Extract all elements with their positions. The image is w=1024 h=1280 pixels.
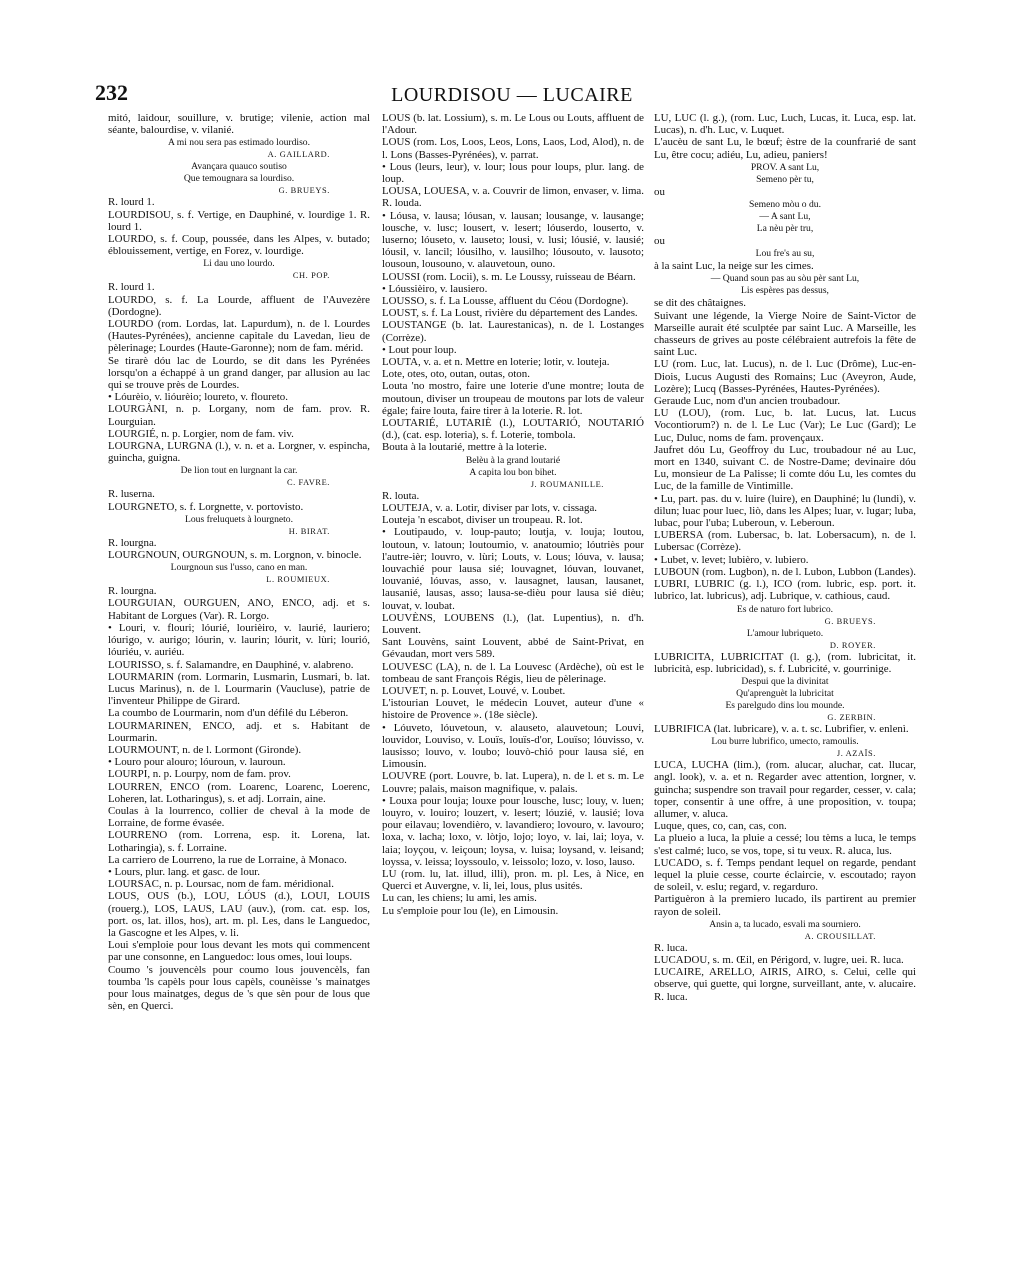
entry-text: Luque, ques, co, can, cas, con. [654,820,787,833]
entry-text: à la saint Luc, la neige sur les cimes. [654,260,814,273]
quotation: Semeno mòu o du. [749,199,821,211]
entry-text: LOUS, OUS (b.), LOU, LÓUS (d.), LOUI, LOUIS (rouerg.), LOS, LAUS, LAU (auv.), (rom. cat. esp. los, port. os, lat. illos, hos), art. m. pl. Les, dans le Languedoc, la Gascogne et les Alpes, v. li. [108,890,370,939]
entry-text: • Lours, plur. lang. et gasc. de lour. [108,865,261,878]
entry-text: • Lout pour loup. [382,343,457,356]
entry-text: L'istourian Louvet, le médecin Louvet, auteur d'une « histoire de Provence ». (18e siècle). [382,697,644,722]
page-number: 232 [95,80,128,105]
entry-text: se dit des châtaignes. [654,297,746,310]
entry-text: Geraude Luc, nom d'un ancien troubadour. [654,395,841,408]
quotation: — A sant Lu, [759,211,811,223]
entry-text: ou [654,235,665,248]
entry-text: LUCA, LUCHA (lim.), (rom. alucar, aluchar, cat. llucar, angl. look), v. a. et n. Regarder avec attention, lorgner, v. guincha; suspendre son travail pour regarder, cesser, v. cala; toper, consentir à une offre, à une proposition, v. toupa; allumer, v. aluca. [654,759,916,820]
quotation: Que temougnara sa lourdiso. [183,173,295,185]
entry-text: LOURDISOU, s. f. Vertige, en Dauphiné, v. lourdige 1. R. lourd 1. [108,208,370,233]
entry-text: LUBRIFICA (lat. lubricare), v. a. t. sc. Lubrifier, v. enlenì. [654,722,909,735]
column-left [108,112,370,1192]
entry-text: LOUVÈNS, LOUBENS (l.), (lat. Lupentius), n. d'h. Louvent. [382,611,644,636]
entry-text: Suivant une légende, la Vierge Noire de Saint-Victor de Marseille aurait été sculptée par saint Luc. A Marseille, les chasseurs de grives au poste célébraient autrefois la fête de saint Luc. [654,309,916,359]
entry-text: • Loutipaudo, v. loup-pauto; loutja, v. louja; loutou, loutoun, v. latoun; loutoumio, v. anatoumio; lóutriès pour l'autre-ièr; louvro, v. lùri; Louts, v. Lous; lóuva, v. lausa; louvachié pour lausa sié; louvagnet, lóuvan, louvanet, louvanié, lóuvas, asso, v. lausagnet, lausan, lausanet, lausanié, lausas, asso; lausa-se-dièu pour lausa sié dièu; louvat, v. loubat. [382,526,644,612]
entry-text: LOURMOUNT, n. de l. Lormont (Gironde). [108,743,302,756]
entry-text: • Louro pour alouro; lóuroun, v. lauroun. [108,756,286,769]
column-middle [382,112,644,1192]
entry-text: Lote, otes, oto, outan, outas, oton. [382,368,530,381]
entry-text: R. lourgna. [108,536,157,549]
quotation-source: G. ZERBIN. [827,712,876,722]
quotation: — Quand soun pas au sòu pèr sant Lu, [710,273,860,285]
entry-text: Partiguèron à la premiero lucado, ils partirent au premier rayon de soleil. [654,893,916,918]
entry-text: LOURSAC, n. p. Loursac, nom de fam. méridional. [108,878,334,891]
entry-text: • Louxa pour louja; louxe pour lousche, lusc; louy, v. luen; louyro, v. louiro; louzert, v. lesert; lóuzié, v. lausié; lova pour eilavau; lovendièro, v. lavandiero; lovouro, v. lavouro; loxa, v. lacha; loxo, v. lòtjo, lojo; loyo, v. lai, lai; loya, v. laia; loyçou, v. leiçoun; loysa, v. luisa; loysand, v. leisand; loyssa, v. leissa; loyssoulo, v. leissolo; lozo, v. loso, lauso. [382,794,644,868]
entry-text: LOUVET, n. p. Louvet, Louvé, v. Loubet. [382,684,566,697]
quotation-source: G. BRUEYS. [278,186,330,196]
entry-text: LOUSSO, s. f. La Lousse, affluent du Céou (Dordogne). [382,295,629,308]
quotation-source: C. FAVRE. [286,478,330,488]
entry-text: LOUSTANGE (b. lat. Laurestanicas), n. de l. Lostanges (Corrèze). [382,319,644,344]
quotation: Es parelgudo dins lou mounde. [725,699,845,711]
entry-text: LOUS (rom. Los, Loos, Leos, Lons, Laos, Lod, Alod), n. de l. Lons (Basses-Pyrénées), v. parrat. [382,136,644,161]
quotation-source: L. ROUMIEUX. [266,575,330,585]
quotation: Lou burre lubrifico, umecto, ramoulis. [711,736,859,748]
entry-text: LUCAIRE, ARELLO, AIRIS, AIRO, s. Celui, celle qui observe, qui guette, qui lorgne, surveillant, ante, v. alucaire. R. luca. [654,966,916,1003]
column-right [654,112,916,1192]
quotation-source: J. AZAÏS. [836,749,876,759]
quotation: De lion tout en lurgnant la car. [180,465,298,477]
quotation: A mi nou sera pas estimado lourdiso. [167,137,311,149]
entry-text: Louta 'no mostro, faire une loterie d'une montre; louta de moutoun, diviser un troupeau de moutons par lots de valeur égale; faire louta, faire tirer à la loterie. R. lot. [382,380,644,417]
entry-text: R. louta. [382,489,420,502]
entry-text: LOUTARIÉ, LUTARIÈ (l.), LOUTARIÓ, NOUTARIÓ (d.), (cat. esp. loteria), s. f. Loterie, tombola. [382,417,644,442]
quotation-source: A. CROUSILLAT. [804,931,876,941]
entry-text: Louteja 'n escabot, diviser un troupeau. R. lot. [382,514,583,527]
entry-text: LOURGUIAN, OURGUEN, ANO, ENCO, adj. et s. Habitant de Lorgues (Var). R. Lorgo. [108,597,370,622]
entry-text: LUBRICITA, LUBRICITAT (l. g.), (rom. lubricitat, it. lubricità, esp. lubricidad), s. f. Lubricité, v. gourrinige. [654,650,916,675]
entry-text: LUCADO, s. f. Temps pendant lequel on regarde, pendant lequel la pluie cesse, courte éclaircie, v. escoutado; rayon de soleil, v. eslu; regard, v. regarduro. [654,856,916,894]
entry-text: LOURISSO, s. f. Salamandre, en Dauphiné, v. alabreno. [108,658,354,671]
entry-text: LOUVRE (port. Louvre, b. lat. Lupera), n. de l. et s. m. Le Louvre; palais, maison magnifique, v. palais. [382,770,644,795]
page-title: LOURDISOU — LUCAIRE [391,84,633,106]
entry-text: • Lu, part. pas. du v. luire (luire), en Dauphiné; lu (lundi), v. dilun; luac pour luec, liò, dans les Alpes; luar, v. lugar; luba, lubac, pour l'uba; Luberoun, v. Leberoun. [654,492,916,530]
entry-text: Se tirarè dóu lac de Lourdo, se dit dans les Pyrénées lorsqu'on a échappé à un grand danger, par allusion au lac qui se trouve près de Lourdes. [108,354,370,392]
quotation: Belèu à la grand loutarié [465,454,561,466]
quotation: Lourgnoun sus l'usso, cano en man. [170,562,308,574]
entry-text: Lu s'emploie pour lou (le), en Limousin. [382,904,559,917]
entry-text: LU (LOU), (rom. Luc, b. lat. Lucus, lat. Lucus Vocontiorum?) n. de l. Le Luc (Var); Le Luc (Gard); Le Luc, Duluc, noms de fam. provençaux. [654,407,916,444]
entry-text: Loui s'emploie pour lous devant les mots qui commencent par une consonne, en Languedoc: lous omes, loui loups. [108,939,370,964]
entry-text: La plueio a luca, la pluie a cessé; lou tèms a luca, le temps s'est calmé; luco, se vos, tope, si tu veux. R. aluca, lus. [654,832,916,857]
entry-text: LUCADOU, s. m. Œil, en Périgord, v. lugre, uei. R. luca. [654,953,904,966]
entry-text: R. lourd 1. [108,196,155,209]
entry-text: LOUS (b. lat. Lossium), s. m. Le Lous ou Louts, affluent de l'Adour. [382,112,644,137]
entry-text: LOURGNETO, s. f. Lorgnette, v. portovisto. [108,500,304,513]
entry-text: LOUVESC (LA), n. de l. La Louvesc (Ardèche), où est le tombeau de sant François Régis, lieu de pèlerinage. [382,660,644,685]
entry-text: LU (rom. lu, lat. illud, illi), pron. m. pl. Les, à Nice, en Querci et Auvergne, v. li, lei, lous, plus usités. [382,867,644,893]
entry-text: LOURDO, s. f. Coup, poussée, dans les Alpes, v. butado; éblouissement, vertige, en Forez, v. lourdige. [108,233,370,258]
quotation: Ansin a, ta lucado, esvali ma sourniero. [709,918,861,930]
quotation: Avançara quauco soutiso [191,161,287,173]
entry-text: Coulas à la lourrenco, collier de cheval à la mode de Lorraine, de forme évasée. [108,804,370,830]
quotation: La nèu pèr tru, [756,223,814,235]
entry-text: Jaufret dóu Lu, Geoffroy du Luc, troubadour né au Luc, mort en 1340, suivant C. de Nostre-Dame; devinaire dóu Lu, monsieur de La Palisse; li comte dóu Lu, les comtes du Luc, de la famille de Vintimille. [654,443,916,493]
quotation-source: H. BIRAT. [288,526,330,536]
entry-text: R. lourd 1. [108,281,155,294]
entry-text: LOURGNOUN, OURGNOUN, s. m. Lorgnon, v. binocle. [108,549,362,562]
entry-text: LU, LUC (l. g.), (rom. Luc, Luch, Lucas, it. Luca, esp. lat. Lucas), n. d'h. Luc, v. Luquet. [654,112,916,137]
quotation: Lous freluquets à lourgneto. [185,513,293,525]
quotation-source: A. GAILLARD. [267,150,330,160]
entry-text: R. lourgna. [108,585,157,598]
entry-text: LUBOUN (rom. Lugbon), n. de l. Lubon, Lubbon (Landes). [654,565,916,578]
quotation: Li dau uno lourdo. [203,258,275,270]
entry-text: LOUTEJA, v. a. Lotir, diviser par lots, v. cissaga. [382,501,598,514]
entry-text: LOUST, s. f. La Loust, rivière du département des Landes. [382,307,638,320]
entry-text: L'aucèu de sant Lu, le bœuf; èstre de la counfrarié de sant Lu, être cocu; adiéu, Lu, adieu, paniers! [654,136,916,161]
entry-text: R. luca. [654,941,688,954]
quotation: A capita lou bon bihet. [469,466,557,478]
quotation-source: D. ROYER. [829,640,876,650]
entry-text: LUBRI, LUBRIC (g. l.), ICO (rom. lubric, esp. port. it. lubrico, lat. lubricus), adj. Lubrique, v. cathious, caud. [654,578,916,603]
quotation: Es de naturo fort lubrico. [736,603,834,615]
quotation-source: G. BRUEYS. [824,616,876,626]
quotation-source: J. ROUMANILLE. [530,479,604,489]
quotation: PROV. A sant Lu, [750,161,820,173]
entry-text: Bouta à la loutarié, mettre à la loterie. [382,441,547,454]
entry-text: La coumbo de Lourmarin, nom d'un défilé du Léberon. [108,707,349,720]
entry-text: LOURGNA, LURGNA (l.), v. n. et a. Lorgner, v. espincha, guincha, guigna. [108,440,370,465]
entry-text: LOURMARINEN, ENCO, adj. et s. Habitant de Lourmarin. [108,719,370,744]
entry-text: LUBERSA (rom. Lubersac, b. lat. Lobersacum), n. de l. Lubersac (Corrèze). [654,529,916,554]
entry-text: • Lóurèio, v. lióurèio; loureto, v. floureto. [108,391,288,404]
quotation: Qu'aprenguèt la lubricitat [736,687,834,699]
entry-text: Coumo 's jouvencèls pour coumo lous jouvencèls, fan toumba 'ls capèls pour lous capèls, counèisse 's mainatges pour lous mainatges, degus de 's que sèn pour de lous que sèn, en Querci. [108,963,370,1013]
entry-text: LOURREN, ENCO (rom. Loarenc, Loarenc, Loerenc, Loheren, lat. Lotharingus), s. et adj. Lorrain, aine. [108,780,370,805]
entry-text: LOUTA, v. a. et n. Mettre en loterie; lotir, v. louteja. [382,356,610,369]
entry-text: ou [654,185,665,198]
entry-text: LOURPI, n. p. Lourpy, nom de fam. prov. [108,768,291,781]
entry-text: LU (rom. Luc, lat. Lucus), n. de l. Luc (Drôme), Luc-en-Diois, Lucus Augusti des Romains; Luc (Aveyron, Aude, Lozère); Lucq (Basses-Pyrénées, Hautes-Pyrénées). [654,358,916,395]
entry-text: La carriero de Lourreno, la rue de Lorraine, à Monaco. [108,853,347,866]
entry-text: R. luserna. [108,488,155,501]
quotation-source: CH. POP. [292,271,330,281]
quotation: L'amour lubriqueto. [746,627,824,639]
entry-text: Sant Louvèns, saint Louvent, abbé de Saint-Privat, en Gévaudan, mort vers 589. [382,636,644,661]
entry-text: LOUSA, LOUESA, v. a. Couvrir de limon, envaser, v. lima. R. louda. [382,185,644,210]
entry-text: LOURGÀNI, n. p. Lorgany, nom de fam. prov. R. Lourguian. [108,403,370,428]
entry-text: • Lubet, v. levet; lubièro, v. lubiero. [654,553,809,566]
entry-text: • Louri, v. flouri; lóurié, lourièiro, v. laurié, lauriero; lóurigo, v. aurigo; lóurin, v. laurin; lóurit, v. lùri; lourió, lóuriéu, v. auriéu. [108,621,370,659]
entry-text: • Lous (leurs, leur), v. lour; lous pour loups, plur. lang. de loup. [382,160,644,186]
quotation: Despui que la divinitat [741,675,829,687]
entry-text: LOUSSI (rom. Locii), s. m. Le Loussy, ruisseau de Béarn. [382,270,636,283]
entry-text: • Lóussièiro, v. lausiero. [382,282,488,295]
entry-text: LOURDO, s. f. La Lourde, affluent de l'Auvezère (Dordogne). [108,293,370,318]
entry-text: Lu can, les chiens; lu ami, les amis. [382,892,537,905]
entry-text: LOURRENO (rom. Lorrena, esp. it. Lorena, lat. Lotharingia), s. f. Lorraine. [108,829,370,854]
entry-text: • Lóuveto, lóuvetoun, v. alauseto, alauvetoun; Louvi, louvidor, Louviso, v. Louïs, louïs-d'or, Louïso; lóuvisso, v. lausisso; louvo, v. loubo; louvò-chió pour lausa sié, en Limousin. [382,721,644,771]
entry-text: LOURGIÉ, n. p. Lorgier, nom de fam. viv. [108,427,294,440]
entry-text: LOURDO (rom. Lordas, lat. Lapurdum), n. de l. Lourdes (Hautes-Pyrénées), ancienne capitale du Lavedan, lieu de pèlerinage; Lourdes (Haute-Garonne); nom de fam. mérid. [108,318,370,355]
entry-text: mitó, laidour, souillure, v. brutige; vilenie, action mal séante, balourdise, v. vilanié. [108,112,370,137]
quotation: Lis espères pas dessus, [741,285,829,297]
quotation: Semeno pèr tu, [756,173,814,185]
quotation: Lou fre's au su, [755,248,815,260]
entry-text: LOURMARIN (rom. Lormarin, Lusmarin, Lusmari, b. lat. Lucus Marinus), n. de l. Lourmarin (Vaucluse), patrie de l'inventeur Philippe de Girard. [108,670,370,708]
entry-text: • Lóusa, v. lausa; lóusan, v. lausan; lousange, v. lausange; lousche, v. lusc; lousert, v. lesert; lóuserdo, louserto, v. luserno; lóuseto, v. lauseto; lousi, v. lusi; lóusié, v. lausié; lóusil, v. lancil; lóusilho, v. lausilho; lóusouto, v. lausoto; lousoun, lousouno, v. alauvetoun, ouno. [382,209,644,271]
